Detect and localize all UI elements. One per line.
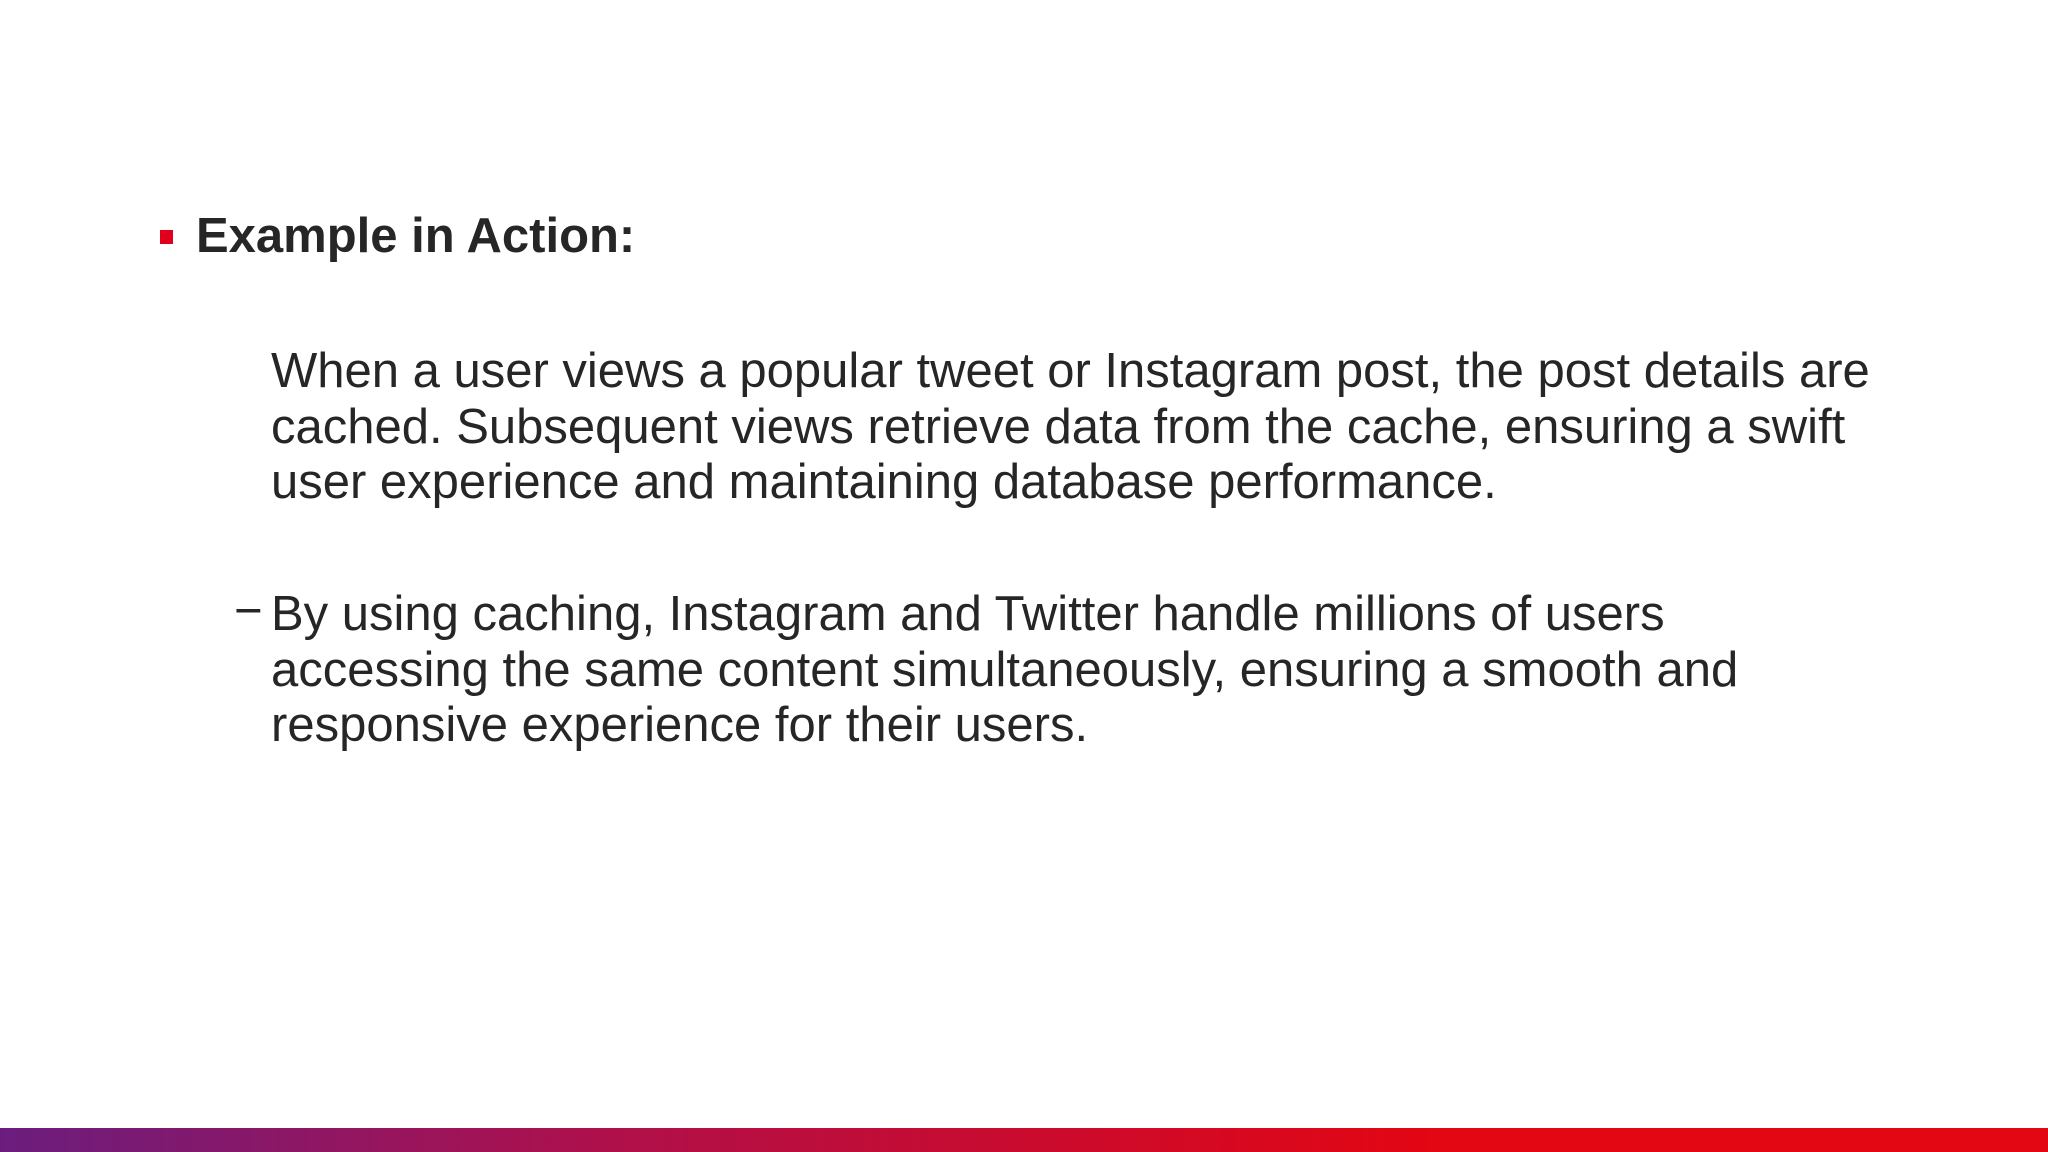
body-paragraph-1: When a user views a popular tweet or Instagram post, the post details are cached. Subsequent views retrieve data from the cache, ensuring a swift user experience and maintaining database performance. [271,344,1870,509]
heading-row [160,207,635,265]
slide-heading: Example in Action: [196,209,636,263]
dash-bullet-icon: − [234,584,263,638]
body-paragraph-2: By using caching, Instagram and Twitter handle millions of users accessing the same content simultaneously, ensuring a smooth and responsive experience for their users. [271,587,1739,752]
footer-gradient-bar [0,1128,2048,1152]
square-bullet-icon [160,230,173,244]
